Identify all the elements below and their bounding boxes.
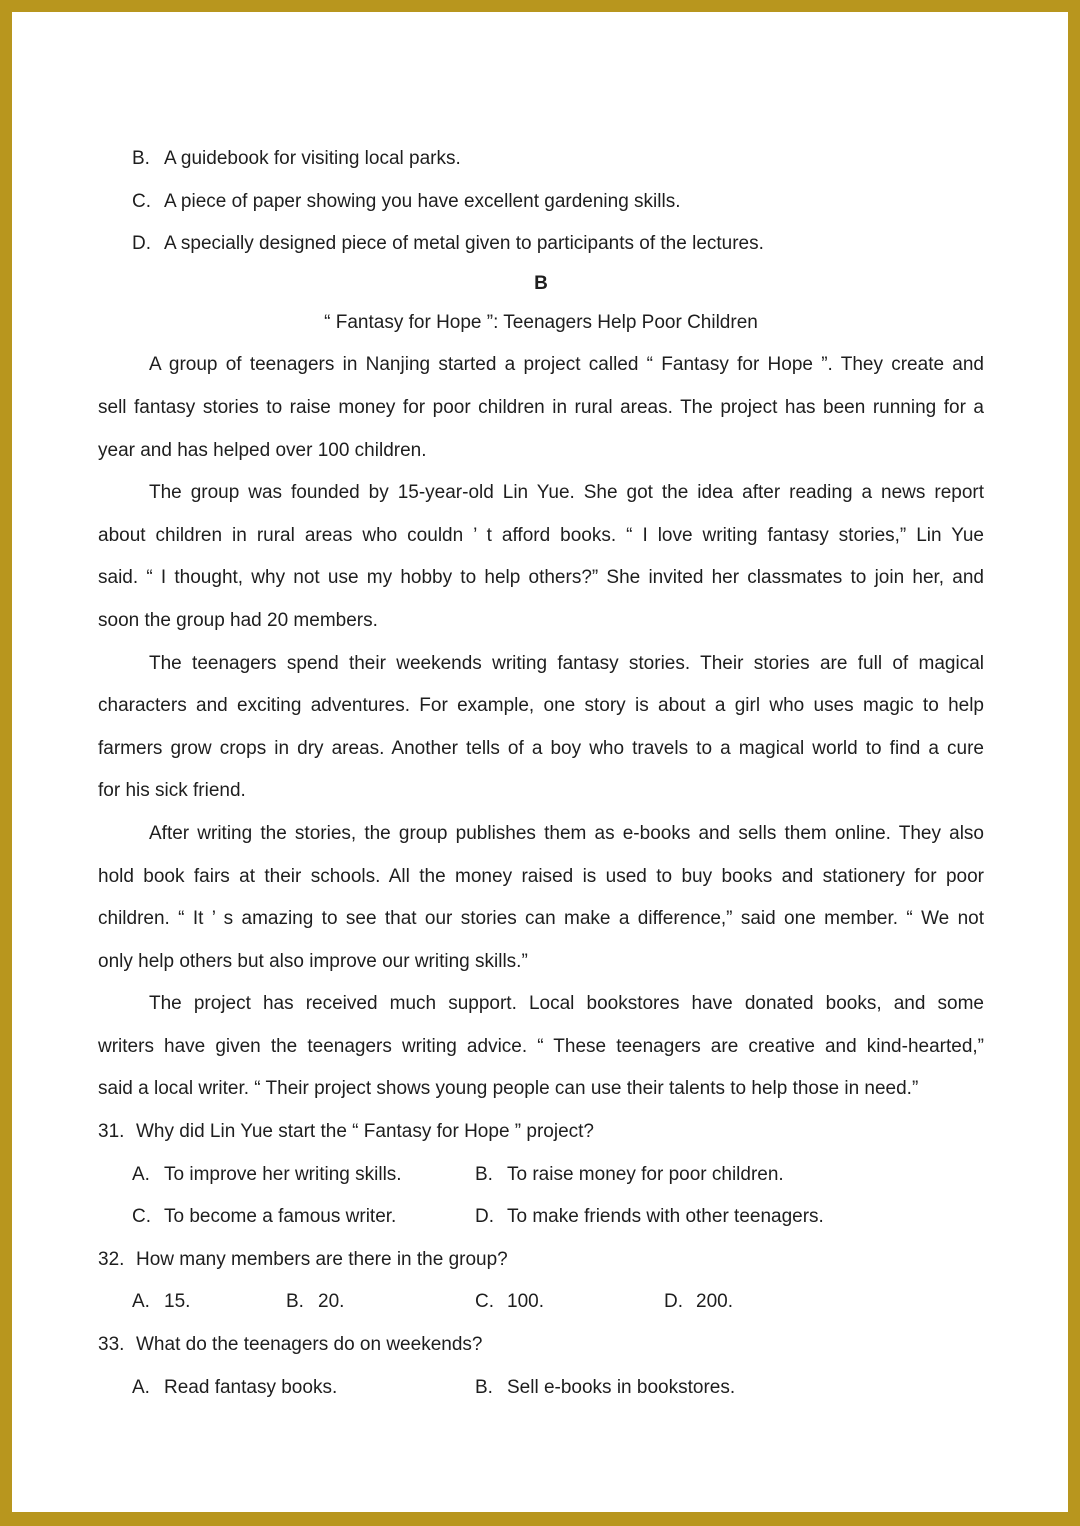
option-b xyxy=(98,138,984,181)
paragraph-line: characters and exciting adventures. For example, one story is about a girl who uses magic to help xyxy=(98,695,984,717)
question-number: 31. xyxy=(98,1121,125,1143)
paragraph-line: said. “ I thought, why not use my hobby to help others?” She invited her classmates to join her, and xyxy=(98,567,984,589)
paragraph-line: for his sick friend. xyxy=(98,780,246,802)
question-text: How many members are there in the group? xyxy=(136,1248,508,1270)
paragraph-line: A group of teenagers in Nanjing started a project called “ Fantasy for Hope ”. They create and xyxy=(149,354,984,376)
option-letter: A. xyxy=(132,1376,150,1398)
option-c xyxy=(132,1196,475,1239)
paragraph-line: The project has received much support. Local bookstores have donated books, and some xyxy=(149,993,984,1015)
option-text: A guidebook for visiting local parks. xyxy=(164,148,461,169)
option-text: 15. xyxy=(164,1291,191,1313)
question-32 xyxy=(98,1239,984,1282)
option-letter: A. xyxy=(132,1291,150,1313)
option-text: A specially designed piece of metal given to participants of the lectures. xyxy=(164,233,764,255)
option-letter: D. xyxy=(664,1291,683,1313)
question-number: 32. xyxy=(98,1248,125,1270)
page-content xyxy=(98,138,984,1409)
question-33-options xyxy=(98,1367,984,1410)
option-letter: A. xyxy=(132,1163,150,1185)
paragraph-line: farmers grow crops in dry areas. Another tells of a boy who travels to a magical world to find a cure xyxy=(98,737,984,759)
article-title: “ Fantasy for Hope ”: Teenagers Help Poor Children xyxy=(324,311,758,333)
paragraph-line: soon the group had 20 members. xyxy=(98,609,378,631)
option-letter: C. xyxy=(132,1206,151,1228)
question-31-options-row2 xyxy=(98,1196,984,1239)
option-c xyxy=(475,1281,664,1324)
option-text: To improve her writing skills. xyxy=(164,1163,402,1185)
option-text: A piece of paper showing you have excellent gardening skills. xyxy=(164,190,681,212)
paragraph-line: about children in rural areas who couldn ’ t afford books. “ I love writing fantasy stories,” Lin Yue xyxy=(98,524,984,546)
option-d xyxy=(664,1281,733,1324)
question-number: 33. xyxy=(98,1334,125,1356)
paragraph-line: hold book fairs at their schools. All the money raised is used to buy books and stationery for poor xyxy=(98,865,984,887)
option-text: 20. xyxy=(318,1291,345,1313)
option-letter: B. xyxy=(132,148,150,169)
option-text: To raise money for poor children. xyxy=(507,1163,784,1185)
paragraph-line: said a local writer. “ Their project shows young people can use their talents to help those in need.” xyxy=(98,1078,919,1100)
option-letter: D. xyxy=(475,1206,494,1228)
paragraph-line: The group was founded by 15-year-old Lin Yue. She got the idea after reading a news report xyxy=(149,482,984,504)
option-letter: B. xyxy=(286,1291,304,1313)
option-a xyxy=(132,1367,475,1410)
paragraph-line: writers have given the teenagers writing advice. “ These teenagers are creative and kind-hearted,” xyxy=(98,1035,984,1057)
option-b xyxy=(475,1367,735,1410)
paragraph-line: year and has helped over 100 children. xyxy=(98,439,427,461)
option-text: To become a famous writer. xyxy=(164,1206,397,1228)
option-letter: C. xyxy=(132,190,151,212)
question-31 xyxy=(98,1111,984,1154)
option-letter: D. xyxy=(132,233,151,255)
paragraph-line: children. “ It ’ s amazing to see that our stories can make a difference,” said one member. “ We not xyxy=(98,908,984,930)
section-label: B xyxy=(534,272,548,294)
question-33 xyxy=(98,1324,984,1367)
option-text: To make friends with other teenagers. xyxy=(507,1206,824,1228)
option-text: 100. xyxy=(507,1291,544,1313)
question-31-options-row1 xyxy=(98,1154,984,1197)
option-b xyxy=(475,1154,784,1197)
option-a xyxy=(132,1281,286,1324)
question-text: What do the teenagers do on weekends? xyxy=(136,1334,483,1356)
option-letter: B. xyxy=(475,1376,493,1398)
option-text: 200. xyxy=(696,1291,733,1313)
paragraph-line: The teenagers spend their weekends writing fantasy stories. Their stories are full of magical xyxy=(149,652,984,674)
option-d xyxy=(98,223,984,266)
paragraph-line: sell fantasy stories to raise money for poor children in rural areas. The project has been running for a xyxy=(98,396,984,418)
option-text: Read fantasy books. xyxy=(164,1376,338,1398)
question-32-options xyxy=(98,1281,984,1324)
option-a xyxy=(132,1154,475,1197)
option-letter: C. xyxy=(475,1291,494,1313)
option-b xyxy=(286,1281,475,1324)
option-letter: B. xyxy=(475,1163,493,1185)
option-d xyxy=(475,1196,824,1239)
paragraph-line: After writing the stories, the group publishes them as e-books and sells them online. They also xyxy=(149,822,984,844)
option-c xyxy=(98,181,984,224)
paragraph-line: only help others but also improve our writing skills.” xyxy=(98,950,528,972)
option-text: Sell e-books in bookstores. xyxy=(507,1376,736,1398)
exam-page xyxy=(12,12,1068,1512)
question-text: Why did Lin Yue start the “ Fantasy for Hope ” project? xyxy=(136,1121,594,1143)
